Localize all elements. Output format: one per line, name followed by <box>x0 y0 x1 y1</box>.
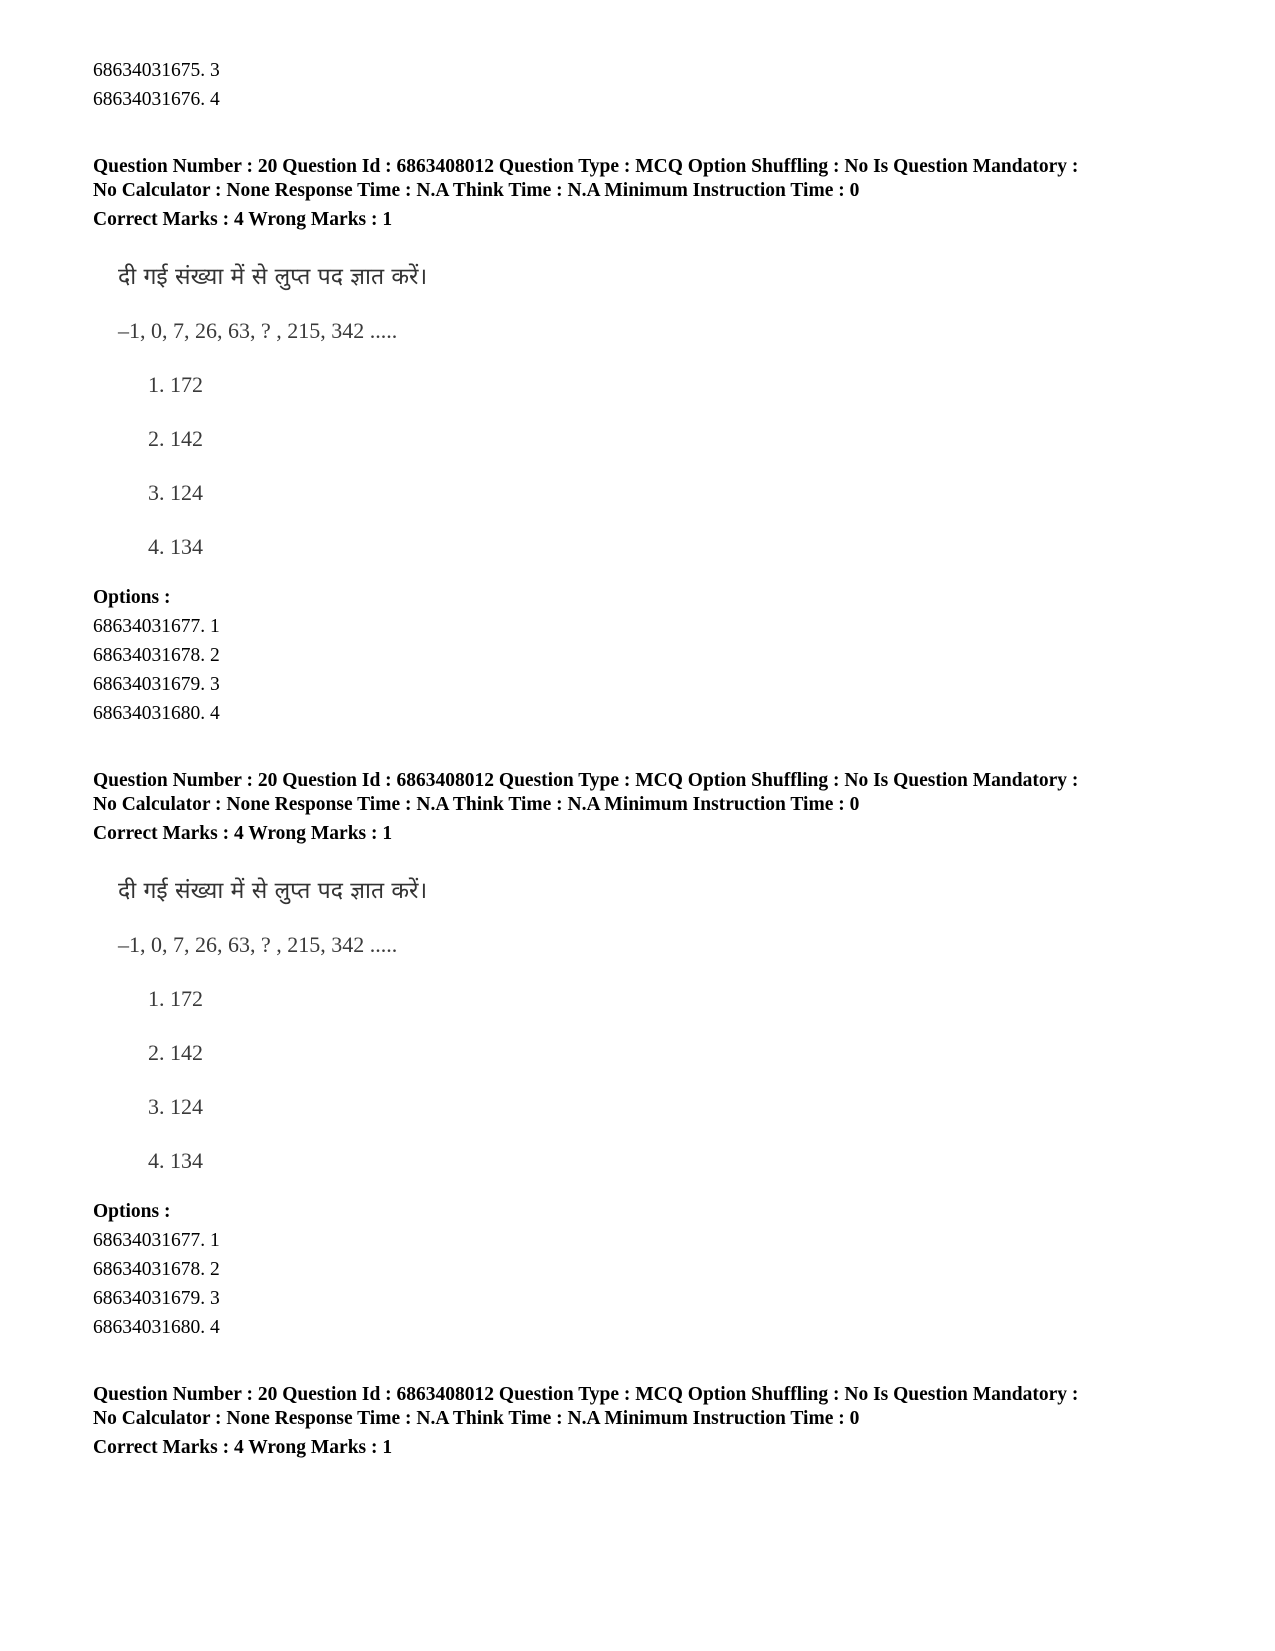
question-header: Question Number : 20 Question Id : 6863408012 Question Type : MCQ Option Shuffling : No Is Question Mandatory : <box>93 1384 1079 1405</box>
option-line: 68634031678. 2 <box>93 1259 220 1280</box>
marks-line: Correct Marks : 4 Wrong Marks : 1 <box>93 209 393 230</box>
answer-choice: 3. 124 <box>148 1094 203 1119</box>
question-header: Question Number : 20 Question Id : 6863408012 Question Type : MCQ Option Shuffling : No Is Question Mandatory : <box>93 770 1079 791</box>
option-line: 68634031679. 3 <box>93 674 220 695</box>
number-series: –1, 0, 7, 26, 63, ? , 215, 342 ..... <box>118 318 398 343</box>
options-label: Options : <box>93 1201 171 1222</box>
answer-choice: 2. 142 <box>148 1040 203 1065</box>
question-header: Question Number : 20 Question Id : 6863408012 Question Type : MCQ Option Shuffling : No Is Question Mandatory : <box>93 156 1079 177</box>
option-line: 68634031677. 1 <box>93 616 220 637</box>
marks-line: Correct Marks : 4 Wrong Marks : 1 <box>93 1437 393 1458</box>
answer-choice: 1. 172 <box>148 372 203 397</box>
question-header-cont: No Calculator : None Response Time : N.A Think Time : N.A Minimum Instruction Time : 0 <box>93 180 860 201</box>
option-line: 68634031679. 3 <box>93 1288 220 1309</box>
answer-choice: 1. 172 <box>148 986 203 1011</box>
answer-choice: 4. 134 <box>148 534 203 559</box>
option-line: 68634031680. 4 <box>93 703 220 724</box>
question-text: दी गई संख्या में से लुप्त पद ज्ञात करें। <box>118 264 428 290</box>
answer-choice: 3. 124 <box>148 480 203 505</box>
option-line: 68634031678. 2 <box>93 645 220 666</box>
options-label: Options : <box>93 587 171 608</box>
marks-line: Correct Marks : 4 Wrong Marks : 1 <box>93 823 393 844</box>
option-line: 68634031675. 3 <box>93 60 220 81</box>
option-line: 68634031680. 4 <box>93 1317 220 1338</box>
number-series: –1, 0, 7, 26, 63, ? , 215, 342 ..... <box>118 932 398 957</box>
question-text: दी गई संख्या में से लुप्त पद ज्ञात करें। <box>118 878 428 904</box>
option-line: 68634031677. 1 <box>93 1230 220 1251</box>
question-header-cont: No Calculator : None Response Time : N.A Think Time : N.A Minimum Instruction Time : 0 <box>93 1408 860 1429</box>
answer-choice: 2. 142 <box>148 426 203 451</box>
question-header-cont: No Calculator : None Response Time : N.A Think Time : N.A Minimum Instruction Time : 0 <box>93 794 860 815</box>
option-line: 68634031676. 4 <box>93 89 220 110</box>
answer-choice: 4. 134 <box>148 1148 203 1173</box>
